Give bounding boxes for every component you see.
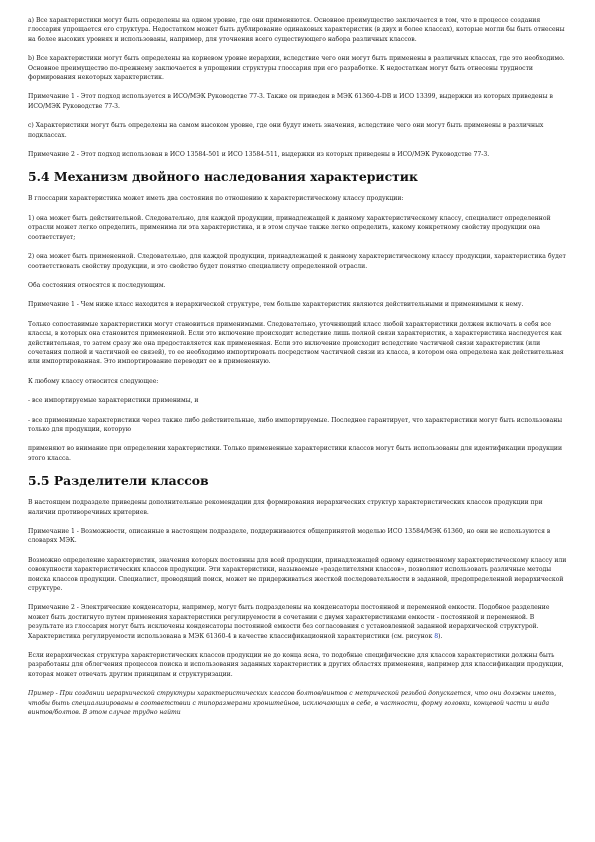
section-5-4-intro: В глоссарии характеристика может иметь два состояния по отношению к характеристическому классу продукции: bbox=[28, 195, 404, 203]
note-1: Примечание 1 - Этот подход используется в ИСО/МЭК Руководстве 77-3. Также он приведен в МЭК 61360-4-DB и ИСО 13399, выдержки из которых приведены в ИСО/МЭК Руководстве 77-3. bbox=[28, 93, 553, 110]
applicable-characteristics-paragraph: Только сопоставимые характеристики могут становиться применимыми. Следовательно, уточняющий класс любой характеристики должен включать в себя все классы, в которых она становится примененной. Если это включение происходит вследствие лишь полной связи характеристик, а характеристика наследуется как действительная, то затем сразу же она предоставляется как примененная. Если это включение происходит вследствие частичной связи характеристик (или сочетания полной и частичной ее связей), то ее необходимо импортировать посредством частичной связи из класса, в котором она определена как действительная или импортированная. Это импортирование переводит ее в примененную. bbox=[28, 320, 564, 366]
paragraph-a: a) Все характеристики могут быть определены на одном уровне, где они применяются. Основное преимущество заключается в том, что в процессе создания глоссария упрощается его структура. Недостатком может быть дублирование одинаковых характеристик (в двух и более классах), которые могли бы быть отнесены на более высоких уровнях и использованы, например, для уточнения всего существующего набора различных классов. bbox=[28, 17, 565, 43]
example-paragraph: Пример - При создании иерархической структуры характеристических классов болтов/винтов с метрической резьбой допускается, что они должны иметь, чтобы быть специализированы в соответствии с типоразмерами кронштейнов, исключающих в себе, в частности, форму головки, концевой части и вида винтов/болтов. В этом случае трудно найти bbox=[28, 690, 557, 717]
section-5-5-intro: В настоящем подразделе приведены дополнительные рекомендации для формирования иерархических структур характеристических классов продукции при наличии противоречивых критериев. bbox=[28, 499, 543, 516]
rule-item-1: - все импортируемые характеристики применимы, и bbox=[28, 397, 199, 405]
note-2-text: Примечание 2 - Электрические конденсаторы, например, могут быть подразделены на конденсаторы постоянной и переменной емкости. Подобное разделение может быть достигнуто путем применения характеристики регулируемости в сочетании с двумя характеристиками емкости - постоянной и переменной. В результате из глоссария могут быть исключены конденсаторы постоянной емкости без согласования с установленной заданной иерархической структурой. Характеристика регулируемости использована в МЭК 61360-4 в качестве классификационной характеристики (см. рисунок bbox=[28, 604, 550, 640]
states-note: Оба состояния относятся к последующим. bbox=[28, 281, 166, 289]
rule-continuation: применяют во внимание при определении характеристики. Только примененные характеристики классов могут быть использованы для идентификации продукции этого класса. bbox=[28, 445, 563, 462]
section-5-5-note-2 bbox=[28, 603, 567, 641]
section-5-5-note-1: Примечание 1 - Возможности, описанные в настоящем подразделе, поддерживаются общепринятой моделью ИСО 13584/МЭК 61360, но они не используются в словарях МЭК. bbox=[28, 528, 551, 545]
hierarchy-unclear-paragraph: Если иерархическая структура характеристических классов продукции не до конца ясна, то подобные специфические для классов характеристики должны быть разработаны для облегчения процессов поиска и использования заданных характеристик в других областях применения, например для классификации продукции, которая может отвечать другим принципам и структуризации. bbox=[28, 652, 564, 678]
any-class-rule-intro: К любому классу относится следующее: bbox=[28, 377, 159, 385]
note-2-close: ). bbox=[438, 632, 443, 640]
figure-8-link[interactable]: 8 bbox=[434, 632, 439, 640]
state-2: 2) она может быть примененной. Следовательно, для каждой продукции, принадлежащей к данному характеристическому классу продукции, характеристика будет соответствовать свойству продукции, и это свойство будет понятно специалисту определенной отрасли. bbox=[28, 253, 566, 270]
rule-item-2: - все применимые характеристики через также либо действительные, либо импортируемые. Последнее гарантирует, что характеристики могут быть использованы только для продукции, которую bbox=[28, 416, 563, 433]
paragraph-c: c) Характеристики могут быть определены на самом высоком уровне, где они будут иметь значения, вследствие чего они могут быть применены в различных подклассах. bbox=[28, 122, 544, 139]
note-2: Примечание 2 - Этот подход использован в ИСО 13584-501 и ИСО 13584-511, выдержки из которых приведены в ИСО/МЭК Руководстве 77-3. bbox=[28, 151, 490, 159]
paragraph-b: b) Все характеристики могут быть определены на корневом уровне иерархии, вследствие чего они могут быть применены в различных классах, где это необходимо. Основное преимущество по-прежнему заключается в упрощении структуры глоссария при его разработке. К недостаткам могут быть отнесены трудности формирования некоторых характеристик. bbox=[28, 55, 565, 82]
section-5-5-title: 5.5 Разделители классов bbox=[28, 473, 209, 489]
section-5-4-title: 5.4 Механизм двойного наследования характеристик bbox=[28, 169, 418, 185]
state-1: 1) она может быть действительной. Следовательно, для каждой продукции, принадлежащей к данному характеристическому классу, специалист определенной отрасли может легко определить, применима ли эта характеристика, и в этом случае также легко определить, какому конкретному свойству продукции она соответствует; bbox=[28, 214, 551, 241]
section-5-4-note-1: Примечание 1 - Чем ниже класс находится в иерархической структуре, тем больше характеристик являются действительными и применимыми к нему. bbox=[28, 301, 524, 309]
class-separators-paragraph: Возможно определение характеристик, значения которых постоянны для всей продукции, принадлежащей одному единственному характеристическому классу или совокупности характеристических классов продукции. Эти характеристики, называемые «разделителями классов», позволяют использовать различные методы поиска классов продукции. Специалист, проводящий поиск, может не придерживаться жесткой последовательности в заданной, предопределенной иерархической структуре. bbox=[28, 556, 567, 593]
